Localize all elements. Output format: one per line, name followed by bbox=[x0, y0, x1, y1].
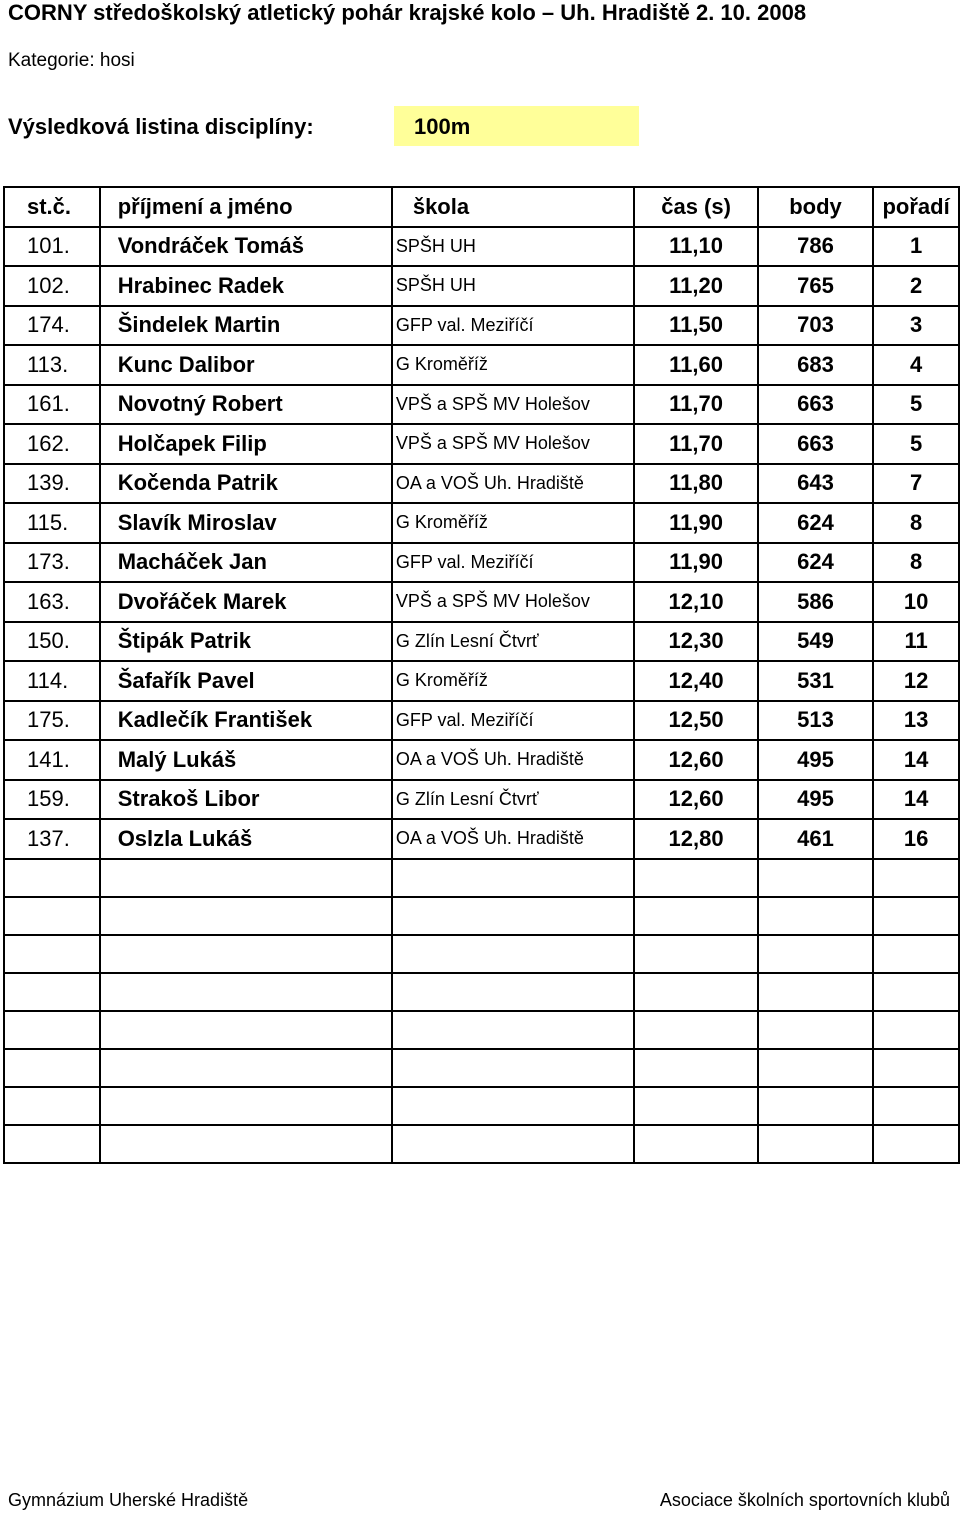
school-cell: G Kroměříž bbox=[392, 661, 635, 701]
start-number-cell: 174. bbox=[4, 306, 100, 346]
start-number-cell: 114. bbox=[4, 661, 100, 701]
header-rank: pořadí bbox=[873, 187, 959, 227]
rank-cell: 12 bbox=[873, 661, 959, 701]
discipline-label: Výsledková listina disciplíny: bbox=[8, 114, 314, 139]
empty-cell bbox=[634, 1087, 757, 1125]
time-cell: 12,80 bbox=[634, 819, 757, 859]
empty-cell bbox=[873, 935, 959, 973]
start-number-cell: 161. bbox=[4, 385, 100, 425]
table-row bbox=[4, 227, 959, 267]
name-cell: Vondráček Tomáš bbox=[100, 227, 392, 267]
table-row bbox=[4, 701, 959, 741]
start-number-cell: 175. bbox=[4, 701, 100, 741]
name-cell: Slavík Miroslav bbox=[100, 503, 392, 543]
header-school: škola bbox=[392, 187, 635, 227]
start-number-cell: 139. bbox=[4, 464, 100, 504]
school-cell: G Zlín Lesní Čtvrť bbox=[392, 622, 635, 662]
points-cell: 703 bbox=[758, 306, 873, 346]
empty-cell bbox=[100, 1049, 392, 1087]
rank-cell: 14 bbox=[873, 740, 959, 780]
rank-cell: 5 bbox=[873, 424, 959, 464]
name-cell: Oslzla Lukáš bbox=[100, 819, 392, 859]
empty-row bbox=[4, 973, 959, 1011]
points-cell: 663 bbox=[758, 385, 873, 425]
empty-row bbox=[4, 935, 959, 973]
empty-cell bbox=[758, 973, 873, 1011]
empty-cell bbox=[4, 973, 100, 1011]
school-cell: OA a VOŠ Uh. Hradiště bbox=[392, 464, 635, 504]
points-cell: 624 bbox=[758, 503, 873, 543]
table-row bbox=[4, 503, 959, 543]
rank-cell: 8 bbox=[873, 503, 959, 543]
empty-cell bbox=[634, 1125, 757, 1163]
school-cell: VPŠ a SPŠ MV Holešov bbox=[392, 424, 635, 464]
empty-cell bbox=[100, 1087, 392, 1125]
time-cell: 11,90 bbox=[634, 543, 757, 583]
points-cell: 765 bbox=[758, 266, 873, 306]
time-cell: 11,50 bbox=[634, 306, 757, 346]
empty-cell bbox=[873, 973, 959, 1011]
start-number-cell: 141. bbox=[4, 740, 100, 780]
start-number-cell: 115. bbox=[4, 503, 100, 543]
empty-cell bbox=[758, 1011, 873, 1049]
table-row bbox=[4, 266, 959, 306]
empty-cell bbox=[4, 935, 100, 973]
start-number-cell: 159. bbox=[4, 780, 100, 820]
name-cell: Šindelek Martin bbox=[100, 306, 392, 346]
time-cell: 12,50 bbox=[634, 701, 757, 741]
empty-cell bbox=[4, 1087, 100, 1125]
empty-cell bbox=[873, 1011, 959, 1049]
empty-cell bbox=[4, 1125, 100, 1163]
empty-cell bbox=[634, 935, 757, 973]
empty-cell bbox=[634, 1049, 757, 1087]
time-cell: 12,10 bbox=[634, 582, 757, 622]
time-cell: 12,60 bbox=[634, 780, 757, 820]
empty-row bbox=[4, 859, 959, 897]
empty-cell bbox=[100, 1125, 392, 1163]
empty-cell bbox=[758, 897, 873, 935]
empty-cell bbox=[873, 1125, 959, 1163]
start-number-cell: 113. bbox=[4, 345, 100, 385]
table-row bbox=[4, 780, 959, 820]
results-table bbox=[3, 186, 960, 1164]
empty-cell bbox=[4, 1011, 100, 1049]
name-cell: Štipák Patrik bbox=[100, 622, 392, 662]
empty-cell bbox=[758, 1125, 873, 1163]
table-row bbox=[4, 306, 959, 346]
empty-cell bbox=[392, 1049, 635, 1087]
school-cell: VPŠ a SPŠ MV Holešov bbox=[392, 385, 635, 425]
rank-cell: 1 bbox=[873, 227, 959, 267]
empty-cell bbox=[4, 859, 100, 897]
school-cell: GFP val. Meziříčí bbox=[392, 543, 635, 583]
rank-cell: 11 bbox=[873, 622, 959, 662]
empty-row bbox=[4, 1011, 959, 1049]
empty-cell bbox=[392, 1011, 635, 1049]
empty-cell bbox=[392, 1087, 635, 1125]
empty-cell bbox=[758, 935, 873, 973]
points-cell: 624 bbox=[758, 543, 873, 583]
empty-cell bbox=[4, 1049, 100, 1087]
school-cell: G Zlín Lesní Čtvrť bbox=[392, 780, 635, 820]
category-label: Kategorie: hosi bbox=[8, 50, 135, 71]
empty-cell bbox=[100, 973, 392, 1011]
empty-cell bbox=[758, 1087, 873, 1125]
table-row bbox=[4, 661, 959, 701]
empty-cell bbox=[392, 859, 635, 897]
page-title: CORNY středoškolský atletický pohár krajské kolo – Uh. Hradiště 2. 10. 2008 bbox=[8, 0, 807, 25]
time-cell: 11,60 bbox=[634, 345, 757, 385]
rank-cell: 14 bbox=[873, 780, 959, 820]
empty-row bbox=[4, 1049, 959, 1087]
school-cell: OA a VOŠ Uh. Hradiště bbox=[392, 740, 635, 780]
empty-cell bbox=[634, 897, 757, 935]
rank-cell: 5 bbox=[873, 385, 959, 425]
points-cell: 495 bbox=[758, 740, 873, 780]
rank-cell: 4 bbox=[873, 345, 959, 385]
points-cell: 531 bbox=[758, 661, 873, 701]
empty-cell bbox=[873, 1049, 959, 1087]
footer-association: Asociace školních sportovních klubů bbox=[659, 1490, 950, 1510]
points-cell: 786 bbox=[758, 227, 873, 267]
school-cell: GFP val. Meziříčí bbox=[392, 701, 635, 741]
name-cell: Kunc Dalibor bbox=[100, 345, 392, 385]
start-number-cell: 102. bbox=[4, 266, 100, 306]
start-number-cell: 101. bbox=[4, 227, 100, 267]
start-number-cell: 163. bbox=[4, 582, 100, 622]
school-cell: OA a VOŠ Uh. Hradiště bbox=[392, 819, 635, 859]
rank-cell: 13 bbox=[873, 701, 959, 741]
header-name: příjmení a jméno bbox=[100, 187, 392, 227]
empty-cell bbox=[4, 897, 100, 935]
points-cell: 513 bbox=[758, 701, 873, 741]
rank-cell: 3 bbox=[873, 306, 959, 346]
name-cell: Kadlečík František bbox=[100, 701, 392, 741]
empty-row bbox=[4, 897, 959, 935]
rank-cell: 10 bbox=[873, 582, 959, 622]
header-time: čas (s) bbox=[634, 187, 757, 227]
name-cell: Malý Lukáš bbox=[100, 740, 392, 780]
empty-cell bbox=[100, 859, 392, 897]
start-number-cell: 162. bbox=[4, 424, 100, 464]
name-cell: Kočenda Patrik bbox=[100, 464, 392, 504]
table-row bbox=[4, 345, 959, 385]
table-row bbox=[4, 385, 959, 425]
empty-cell bbox=[392, 1125, 635, 1163]
name-cell: Holčapek Filip bbox=[100, 424, 392, 464]
name-cell: Šafařík Pavel bbox=[100, 661, 392, 701]
time-cell: 12,60 bbox=[634, 740, 757, 780]
rank-cell: 2 bbox=[873, 266, 959, 306]
name-cell: Strakoš Libor bbox=[100, 780, 392, 820]
points-cell: 643 bbox=[758, 464, 873, 504]
points-cell: 683 bbox=[758, 345, 873, 385]
school-cell: G Kroměříž bbox=[392, 503, 635, 543]
points-cell: 461 bbox=[758, 819, 873, 859]
time-cell: 11,80 bbox=[634, 464, 757, 504]
table-row bbox=[4, 424, 959, 464]
table-row bbox=[4, 543, 959, 583]
name-cell: Hrabinec Radek bbox=[100, 266, 392, 306]
empty-cell bbox=[873, 897, 959, 935]
rank-cell: 7 bbox=[873, 464, 959, 504]
start-number-cell: 137. bbox=[4, 819, 100, 859]
points-cell: 549 bbox=[758, 622, 873, 662]
empty-cell bbox=[873, 1087, 959, 1125]
school-cell: GFP val. Meziříčí bbox=[392, 306, 635, 346]
empty-cell bbox=[100, 1011, 392, 1049]
empty-cell bbox=[392, 897, 635, 935]
empty-cell bbox=[758, 859, 873, 897]
empty-cell bbox=[634, 973, 757, 1011]
points-cell: 586 bbox=[758, 582, 873, 622]
school-cell: VPŠ a SPŠ MV Holešov bbox=[392, 582, 635, 622]
rank-cell: 16 bbox=[873, 819, 959, 859]
empty-cell bbox=[100, 897, 392, 935]
time-cell: 12,30 bbox=[634, 622, 757, 662]
school-cell: G Kroměříž bbox=[392, 345, 635, 385]
empty-row bbox=[4, 1087, 959, 1125]
empty-cell bbox=[392, 935, 635, 973]
time-cell: 12,40 bbox=[634, 661, 757, 701]
name-cell: Dvořáček Marek bbox=[100, 582, 392, 622]
table-header-row bbox=[4, 187, 959, 227]
time-cell: 11,70 bbox=[634, 424, 757, 464]
points-cell: 495 bbox=[758, 780, 873, 820]
school-cell: SPŠH UH bbox=[392, 227, 635, 267]
empty-cell bbox=[100, 935, 392, 973]
time-cell: 11,20 bbox=[634, 266, 757, 306]
discipline-value: 100m bbox=[394, 106, 639, 146]
start-number-cell: 150. bbox=[4, 622, 100, 662]
empty-cell bbox=[758, 1049, 873, 1087]
points-cell: 663 bbox=[758, 424, 873, 464]
empty-row bbox=[4, 1125, 959, 1163]
name-cell: Novotný Robert bbox=[100, 385, 392, 425]
footer-organizer: Gymnázium Uherské Hradiště bbox=[8, 1490, 249, 1510]
table-row bbox=[4, 582, 959, 622]
header-points: body bbox=[758, 187, 873, 227]
table-row bbox=[4, 464, 959, 504]
empty-cell bbox=[392, 973, 635, 1011]
empty-cell bbox=[634, 1011, 757, 1049]
time-cell: 11,70 bbox=[634, 385, 757, 425]
empty-cell bbox=[634, 859, 757, 897]
name-cell: Macháček Jan bbox=[100, 543, 392, 583]
table-row bbox=[4, 819, 959, 859]
school-cell: SPŠH UH bbox=[392, 266, 635, 306]
start-number-cell: 173. bbox=[4, 543, 100, 583]
time-cell: 11,10 bbox=[634, 227, 757, 267]
time-cell: 11,90 bbox=[634, 503, 757, 543]
table-row bbox=[4, 622, 959, 662]
empty-cell bbox=[873, 859, 959, 897]
rank-cell: 8 bbox=[873, 543, 959, 583]
header-start-number: st.č. bbox=[4, 187, 100, 227]
table-row bbox=[4, 740, 959, 780]
